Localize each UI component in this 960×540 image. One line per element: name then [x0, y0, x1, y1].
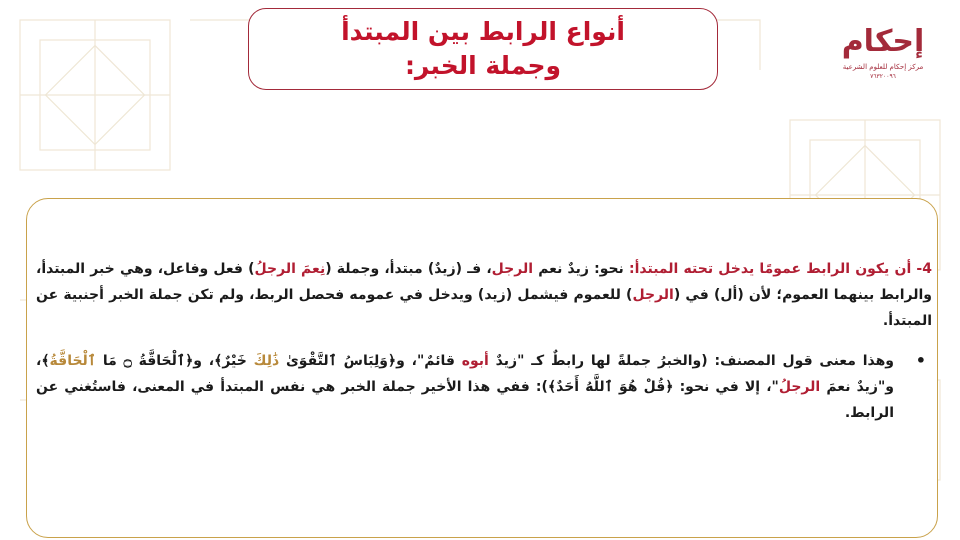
content-body — [36, 256, 932, 426]
logo-wordmark: إحكام — [841, 24, 925, 59]
bullet-list-item — [36, 348, 932, 426]
bullet-text-1: وهذا معنى قول المصنف: (والخبرُ جملةً لها رابطٌ كـ "زيدٌ — [488, 353, 895, 369]
bullet-text-3: خَيْرٌ﴾، و﴿ٱلْحَاقَّةُ ۝ مَا — [96, 353, 254, 369]
rule-paragraph — [36, 256, 932, 334]
slide-title-box — [248, 8, 718, 90]
bullet-text-4: ﴾، و"زيدٌ نعمَ — [36, 353, 894, 395]
ihkam-logo — [838, 22, 928, 94]
logo-subtitle: مركز إحكام للعلوم الشرعية — [842, 63, 924, 71]
bullet-text-2: قائمٌ"، و﴿وَلِبَاسُ ٱلتَّقْوَىٰ — [279, 353, 462, 369]
slide-title-line-1: أنواع الرابط بين المبتدأ — [341, 17, 625, 46]
highlight-abuhu: أبوه — [461, 353, 489, 369]
highlight-rajul-3: الرجلُ — [778, 379, 821, 395]
rule-text-3: ) فعل وفاعل، وهي خبر المبتدأ، والرابط بينهما العموم؛ لأن (أل) في ( — [36, 261, 933, 303]
highlight-rajul-1: الرجل — [491, 261, 534, 277]
highlight-haqqah: ٱلْحَاقَّةُ — [49, 353, 96, 369]
slide-title-line-2: وجملة الخبر: — [404, 51, 562, 80]
rule-text-1: نحو: زيدٌ نعم — [533, 261, 629, 277]
highlight-nima-rajul: نِعمَ الرجلُ — [254, 261, 326, 277]
rule-text-4: ) للعموم فيشمل (زيد) ويدخل في عمومه فحصل الربط، ولم تكن جملة الخبر أجنبية عن المبتدأ. — [36, 287, 932, 329]
rule-text-2: ، فـ (زيدٌ) مبتدأ، وجملة ( — [325, 261, 492, 277]
bullet-icon: • — [915, 351, 926, 370]
bullet-text-5: "، إلا في نحو: ﴿قُلْ هُوَ ٱللَّهُ أَحَدٌ﴾): ففي هذا الأخير جملة الخبر هي نفس المبتدأ في المعنى، فاستُغني عن الرابط. — [36, 379, 894, 421]
highlight-dhalika: ذَٰلِكَ — [253, 353, 280, 369]
highlight-rajul-2: الرجل — [632, 287, 674, 303]
logo-number: ٧٦٣٢٠٠٩٦ — [870, 73, 896, 80]
rule-heading: 4- أن يكون الرابط عمومًا يدخل تحته المبتدأ: — [629, 261, 932, 277]
